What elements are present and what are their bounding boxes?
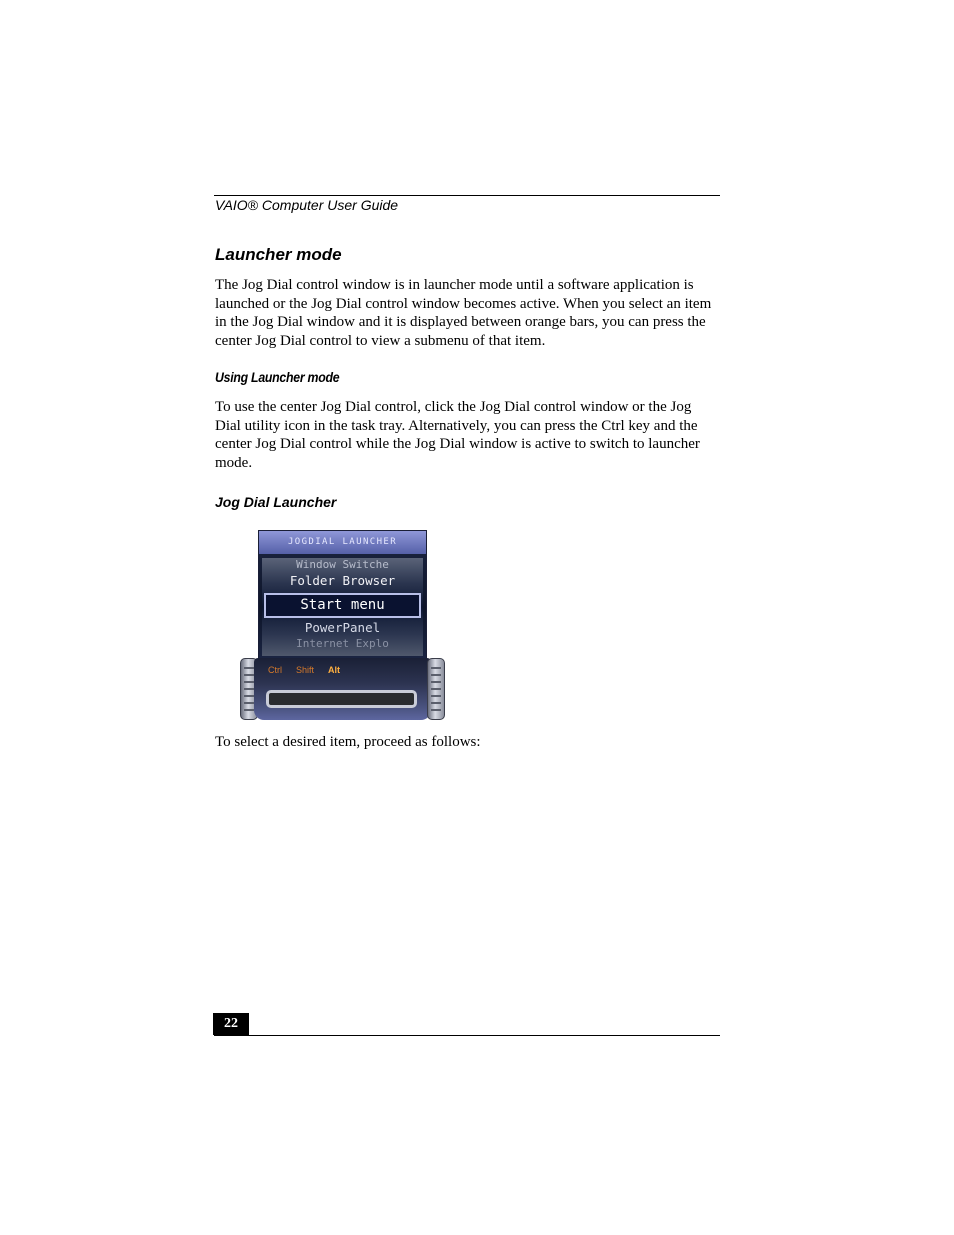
figure-caption: Jog Dial Launcher xyxy=(215,494,337,510)
body-paragraph: To use the center Jog Dial control, click the Jog Dial control window or the Jog Dial utility icon in the task tray. Alternatively, you can press the Ctrl key and the center Jog Dial control while the Jog Dial window is active to switch to launcher mode. xyxy=(215,399,700,472)
alt-indicator: Alt xyxy=(328,665,341,675)
jog-item-internet-explorer: Internet Explo xyxy=(296,637,389,650)
jog-item-powerpanel: PowerPanel xyxy=(304,620,381,635)
jog-dial-window xyxy=(258,530,427,660)
header-rule xyxy=(214,195,720,196)
shift-indicator: Shift xyxy=(296,665,315,675)
jog-dial-base xyxy=(254,658,431,720)
after-figure-paragraph: To select a desired item, proceed as follows: xyxy=(215,734,481,750)
jog-item-start-menu-selected: Start menu xyxy=(264,593,421,618)
jog-dial-title-bar: JOGDIAL LAUNCHER xyxy=(259,531,426,554)
jog-dial-input-slot xyxy=(266,690,417,708)
ctrl-indicator: Ctrl xyxy=(268,665,282,675)
jog-dial-right-knob xyxy=(427,658,445,720)
jog-item-folder-browser: Folder Browser xyxy=(289,573,396,588)
jog-dial-item-list xyxy=(262,558,423,656)
footer-rule xyxy=(214,1035,720,1036)
subsection-heading: Using Launcher mode xyxy=(215,369,340,385)
page-number: 22 xyxy=(213,1013,249,1035)
running-title: VAIO® Computer User Guide xyxy=(215,197,399,213)
jog-dial-launcher-figure xyxy=(240,530,445,722)
intro-paragraph: The Jog Dial control window is in launcher mode until a software application is launched or the Jog Dial control window becomes active. When you select an item in the Jog Dial window and it is displayed between orange bars, you can press the center Jog Dial control to view a submenu of that item. xyxy=(215,277,712,350)
modifier-indicators xyxy=(268,665,340,675)
jog-item-window-switcher: Window Switche xyxy=(296,558,389,571)
section-heading: Launcher mode xyxy=(215,245,342,264)
